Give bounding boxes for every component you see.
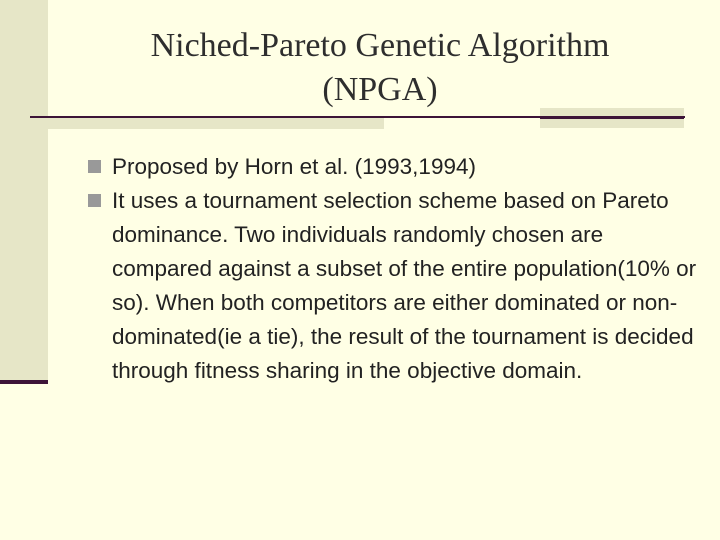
title-underline-block-left — [48, 118, 384, 129]
title-line-1: Niched-Pareto Genetic Algorithm — [150, 27, 610, 64]
left-accent-bar — [0, 0, 48, 384]
square-bullet-icon — [88, 160, 101, 173]
slide-title — [60, 24, 700, 112]
title-underline-right-line — [540, 116, 684, 119]
bullet-text: Proposed by Horn et al. (1993,1994) — [112, 154, 476, 179]
bullet-item — [88, 184, 698, 388]
square-bullet-icon — [88, 194, 101, 207]
bullet-text: It uses a tournament selection scheme based on Pareto dominance. Two individuals randomly chosen are compared against a subset of the entire population(10% or so). When both competitors are either dominated or non-dominated(ie a tie), the result of the tournament is decided through fitness sharing in the objective domain. — [112, 188, 697, 383]
left-accent-line — [0, 380, 48, 384]
bullet-item — [88, 150, 698, 184]
bullet-list — [88, 150, 698, 388]
title-line-2: (NPGA) — [322, 71, 438, 108]
